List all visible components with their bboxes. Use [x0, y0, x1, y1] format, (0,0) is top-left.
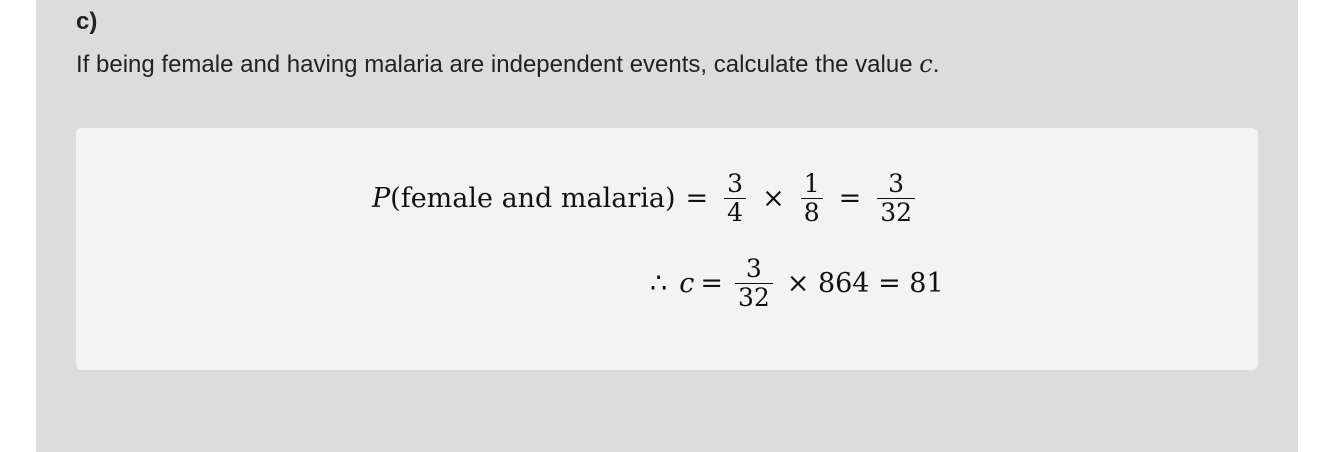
numerator: 1 [803, 169, 820, 198]
fraction-result [877, 170, 915, 227]
denominator: 4 [724, 198, 746, 227]
equals-sign: = [838, 183, 862, 214]
equals-sign: = [700, 268, 723, 299]
question-variable: c [919, 50, 933, 78]
fraction-three-thirtyseconds [735, 255, 773, 312]
numerator: 3 [888, 169, 905, 198]
denominator: 32 [877, 198, 915, 227]
prob-argument: (female and malaria) [390, 183, 676, 214]
equals-sign: = [685, 183, 709, 214]
numerator: 3 [727, 169, 744, 198]
denominator: 32 [735, 283, 773, 312]
fraction-one-eighth [801, 170, 823, 227]
denominator: 8 [801, 198, 823, 227]
part-label: c) [76, 8, 98, 35]
fraction-three-quarters [724, 170, 746, 227]
probability-equation [372, 170, 921, 227]
c-variable: c [679, 268, 695, 299]
times-sign: × [762, 183, 785, 214]
therefore-symbol: ∴ [650, 268, 668, 299]
c-calculation [650, 255, 944, 312]
prob-symbol: P [372, 183, 391, 214]
calculation-result: × 864 = 81 [786, 268, 944, 299]
numerator: 3 [745, 254, 762, 283]
question-end: . [932, 51, 940, 78]
question-text [76, 50, 939, 79]
solution-box [76, 128, 1258, 370]
question-body: If being female and having malaria are independent events, calculate the value [76, 51, 920, 78]
